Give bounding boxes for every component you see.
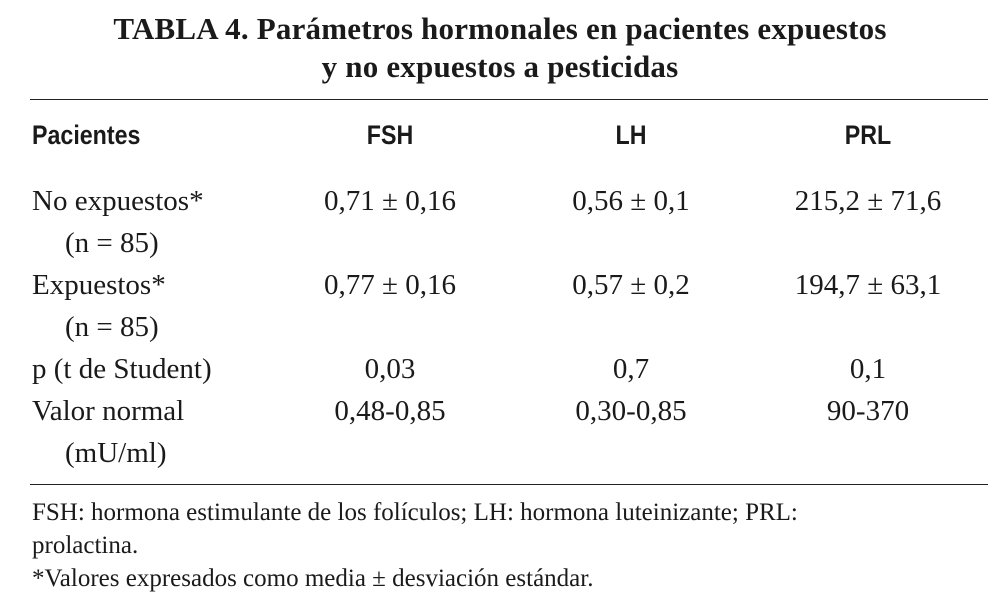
header-fsh: FSH — [366, 120, 414, 150]
cell-prl: 90-370 — [826, 395, 910, 427]
header-prl: PRL — [844, 120, 892, 150]
row-sublabel: (n = 85) — [65, 227, 159, 259]
cell-fsh: 0,71 ± 0,16 — [324, 185, 456, 217]
cell-lh: 0,56 ± 0,1 — [572, 185, 690, 217]
header-lh: LH — [615, 120, 647, 150]
row-label: No expuestos* — [32, 185, 204, 217]
bottom-rule — [30, 484, 988, 485]
row-label: p (t de Student) — [32, 353, 212, 385]
cell-lh: 0,7 — [612, 353, 650, 385]
footnote-values: *Valores expresados como media ± desviación estándar. — [32, 565, 594, 592]
row-label: Expuestos* — [32, 269, 166, 301]
top-rule — [30, 99, 988, 100]
row-label: Valor normal — [32, 395, 185, 427]
cell-lh: 0,30-0,85 — [575, 395, 687, 427]
cell-fsh: 0,03 — [364, 353, 416, 385]
table-title — [0, 10, 1000, 86]
header-pacientes: Pacientes — [32, 120, 141, 150]
cell-prl: 194,7 ± 63,1 — [794, 269, 942, 301]
cell-prl: 0,1 — [849, 353, 887, 385]
cell-prl: 215,2 ± 71,6 — [794, 185, 942, 217]
table-title-line-1: TABLA 4. Parámetros hormonales en pacientes expuestos — [113, 11, 887, 46]
footnote-abbreviations: FSH: hormona estimulante de los folículos; LH: hormona luteinizante; PRL: — [32, 499, 798, 526]
row-sublabel: (n = 85) — [65, 311, 159, 343]
cell-fsh: 0,77 ± 0,16 — [324, 269, 456, 301]
cell-fsh: 0,48-0,85 — [334, 395, 446, 427]
cell-lh: 0,57 ± 0,2 — [572, 269, 690, 301]
footnote-abbreviations-cont: prolactina. — [32, 532, 139, 559]
table-title-line-2: y no expuestos a pesticidas — [321, 49, 679, 84]
row-sublabel: (mU/ml) — [65, 437, 167, 469]
